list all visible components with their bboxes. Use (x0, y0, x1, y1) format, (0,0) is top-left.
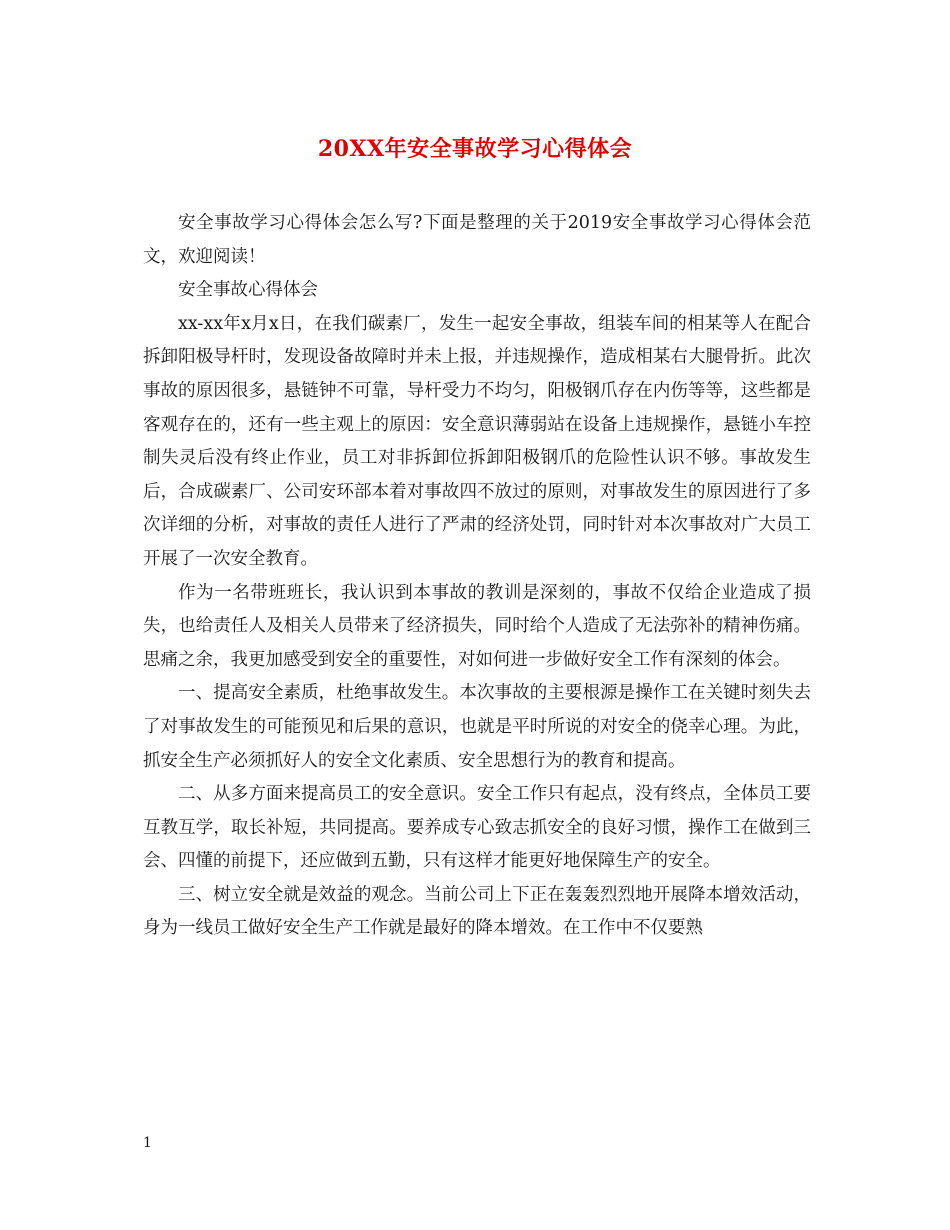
document-body (143, 207, 811, 946)
paragraph-incident: xx-xx年x月x日，在我们碳素厂，发生一起安全事故，组装车间的相某等人在配合拆卸阳极导杆时，发现设备故障时并未上报，并违规操作，造成相某右大腿骨折。此次事故的原因很多，悬链钟不可靠，导杆受力不均匀，阳极钢爪存在内伤等等，这些都是客观存在的，还有一些主观上的原因：安全意识薄弱站在设备上违规操作，悬链小车控制失灵后没有终止作业，员工对非拆卸位拆卸阳极钢爪的危险性认识不够。事故发生后，合成碳素厂、公司安环部本着对事故四不放过的原则，对事故发生的原因进行了多次详细的分析，对事故的责任人进行了严肃的经济处罚，同时针对本次事故对广大员工开展了一次安全教育。 (143, 313, 811, 569)
paragraph-point-one: 一、提高安全素质，杜绝事故发生。本次事故的主要根源是操作工在关键时刻失去了对事故发生的可能预见和后果的意识，也就是平时所说的对安全的侥幸心理。为此，抓安全生产必须抓好人的安全文化素质、安全思想行为的教育和提高。 (143, 683, 811, 771)
paragraph-point-three: 三、树立安全就是效益的观念。当前公司上下正在轰轰烈烈地开展降本增效活动，身为一线员工做好安全生产工作就是最好的降本增效。在工作中不仅要熟 (143, 884, 811, 939)
paragraph-intro: 安全事故学习心得体会怎么写?下面是整理的关于2019安全事故学习心得体会范文，欢迎阅读！ (143, 213, 811, 267)
paragraph-reflection: 作为一名带班班长，我认识到本事故的教训是深刻的，事故不仅给企业造成了损失，也给责任人及相关人员带来了经济损失，同时给个人造成了无法弥补的精神伤痛。思痛之余，我更加感受到安全的重要性，对如何进一步做好安全工作有深刻的体会。 (143, 582, 811, 670)
paragraph-subtitle: 安全事故心得体会 (178, 280, 318, 301)
paragraph-point-two: 二、从多方面来提高员工的安全意识。安全工作只有起点，没有终点，全体员工要互教互学，取长补短，共同提高。要养成专心致志抓安全的良好习惯，操作工在做到三会、四懂的前提下，还应做到五勤，只有这样才能更好地保障生产的安全。 (143, 784, 811, 872)
page-number: 1 (143, 1135, 152, 1151)
document-title: 20XX年安全事故学习心得体会 (317, 136, 633, 162)
